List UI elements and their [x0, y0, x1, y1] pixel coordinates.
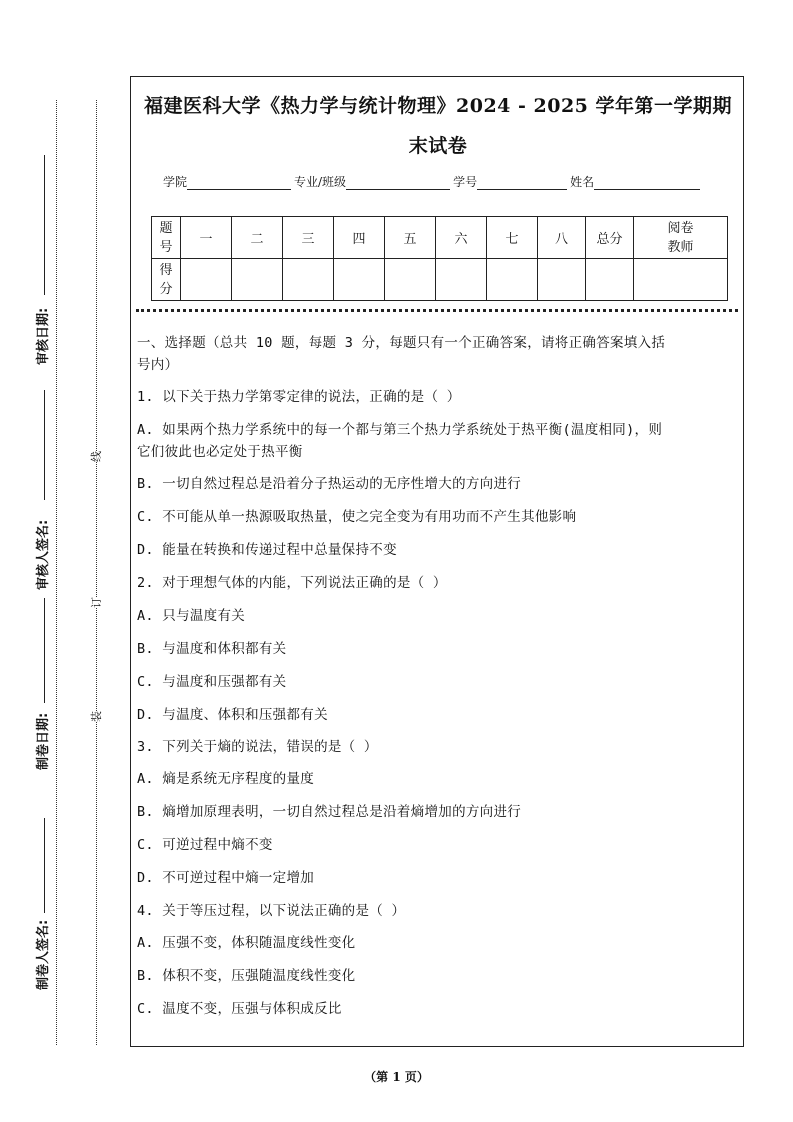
- score-cell[interactable]: [385, 259, 436, 301]
- score-cell[interactable]: [232, 259, 283, 301]
- school-label: 学院: [163, 175, 188, 189]
- school-field[interactable]: [187, 176, 291, 190]
- q3-option-a: A. 熵是系统无序程度的量度: [137, 771, 315, 787]
- binding-dotted-line-right: [96, 100, 97, 1045]
- q3-option-d: D. 不可逆过程中熵一定增加: [137, 870, 315, 886]
- maker-date-label: 制卷日期:: [36, 712, 51, 770]
- score-cell[interactable]: [436, 259, 487, 301]
- binding-dotted-line-left: [56, 100, 57, 1045]
- q4-option-c: C. 温度不变，压强与体积成反比: [137, 1001, 342, 1017]
- maker-sign-label: 制卷人签名:: [36, 919, 51, 990]
- col-3: 三: [283, 217, 334, 259]
- review-date-label: 审核日期:: [36, 307, 51, 365]
- question-4: 4. 关于等压过程，以下说法正确的是（ ）: [137, 903, 406, 919]
- name-field[interactable]: [594, 176, 700, 190]
- q4-option-b: B. 体积不变，压强随温度线性变化: [137, 968, 356, 984]
- q1-option-b: B. 一切自然过程总是沿着分子热运动的无序性增大的方向进行: [137, 476, 522, 492]
- reviewer-sign-blank: [44, 390, 45, 500]
- review-date-blank: [44, 155, 45, 295]
- name-label: 姓名: [570, 175, 595, 189]
- binding-mark-line: 线: [90, 451, 103, 462]
- exam-title-line1: 福建医科大学《热力学与统计物理》2024 - 2025 学年第一学期期: [144, 95, 732, 117]
- section1-heading-line1: 一、选择题（总共 10 题，每题 3 分，每题只有一个正确答案，请将正确答案填入括: [137, 335, 666, 351]
- q2-option-d: D. 与温度、体积和压强都有关: [137, 707, 328, 723]
- question-3: 3. 下列关于熵的说法，错误的是（ ）: [137, 739, 378, 755]
- score-table: [151, 216, 728, 301]
- maker-sign-blank: [44, 818, 45, 913]
- score-cell[interactable]: [487, 259, 538, 301]
- score-cell-total[interactable]: [586, 259, 634, 301]
- col-4: 四: [334, 217, 385, 259]
- col-1: 一: [181, 217, 232, 259]
- q1-option-d: D. 能量在转换和传递过程中总量保持不变: [137, 542, 397, 558]
- q4-option-a: A. 压强不变，体积随温度线性变化: [137, 935, 356, 951]
- student-info-row: [163, 173, 703, 190]
- binding-mark-bind: 装: [90, 711, 103, 722]
- col-8: 八: [538, 217, 586, 259]
- major-field[interactable]: [346, 176, 450, 190]
- q1-option-a-cont: 它们彼此也必定处于热平衡: [137, 444, 303, 460]
- score-table-score-row: [152, 259, 728, 301]
- col-6: 六: [436, 217, 487, 259]
- score-row-label: 得 分: [152, 259, 181, 301]
- header-col-label: 题 号: [152, 217, 181, 259]
- student-id-field[interactable]: [477, 176, 567, 190]
- score-cell[interactable]: [283, 259, 334, 301]
- maker-date-blank: [44, 598, 45, 703]
- student-id-label: 学号: [453, 175, 478, 189]
- q3-option-b: B. 熵增加原理表明，一切自然过程总是沿着熵增加的方向进行: [137, 804, 522, 820]
- col-7: 七: [487, 217, 538, 259]
- score-table-header-row: [152, 217, 728, 259]
- exam-title-line2: 末试卷: [408, 135, 468, 157]
- section-divider: [136, 309, 738, 312]
- q2-option-a: A. 只与温度有关: [137, 608, 246, 624]
- col-2: 二: [232, 217, 283, 259]
- q3-option-c: C. 可逆过程中熵不变: [137, 837, 273, 853]
- q1-option-a: A. 如果两个热力学系统中的每一个都与第三个热力学系统处于热平衡(温度相同)，则: [137, 422, 663, 438]
- question-2: 2. 对于理想气体的内能，下列说法正确的是（ ）: [137, 575, 447, 591]
- col-total: 总分: [586, 217, 634, 259]
- binding-strip: [0, 0, 130, 1122]
- binding-mark-staple: 订: [90, 597, 103, 608]
- question-1: 1. 以下关于热力学第零定律的说法，正确的是（ ）: [137, 389, 461, 405]
- q2-option-b: B. 与温度和体积都有关: [137, 641, 287, 657]
- q1-option-c: C. 不可能从单一热源吸取热量，使之完全变为有用功而不产生其他影响: [137, 509, 577, 525]
- exam-frame: [130, 76, 744, 1047]
- score-cell[interactable]: [334, 259, 385, 301]
- major-label: 专业/班级: [294, 175, 347, 189]
- score-cell[interactable]: [538, 259, 586, 301]
- section1-heading-line2: 号内）: [137, 357, 179, 373]
- reviewer-sign-label: 审核人签名:: [36, 519, 51, 590]
- page-footer: （第 1 页）: [364, 1070, 429, 1084]
- q2-option-c: C. 与温度和压强都有关: [137, 674, 287, 690]
- score-cell[interactable]: [181, 259, 232, 301]
- score-cell-reviewer[interactable]: [634, 259, 728, 301]
- col-reviewer: 阅卷 教师: [634, 217, 728, 259]
- col-5: 五: [385, 217, 436, 259]
